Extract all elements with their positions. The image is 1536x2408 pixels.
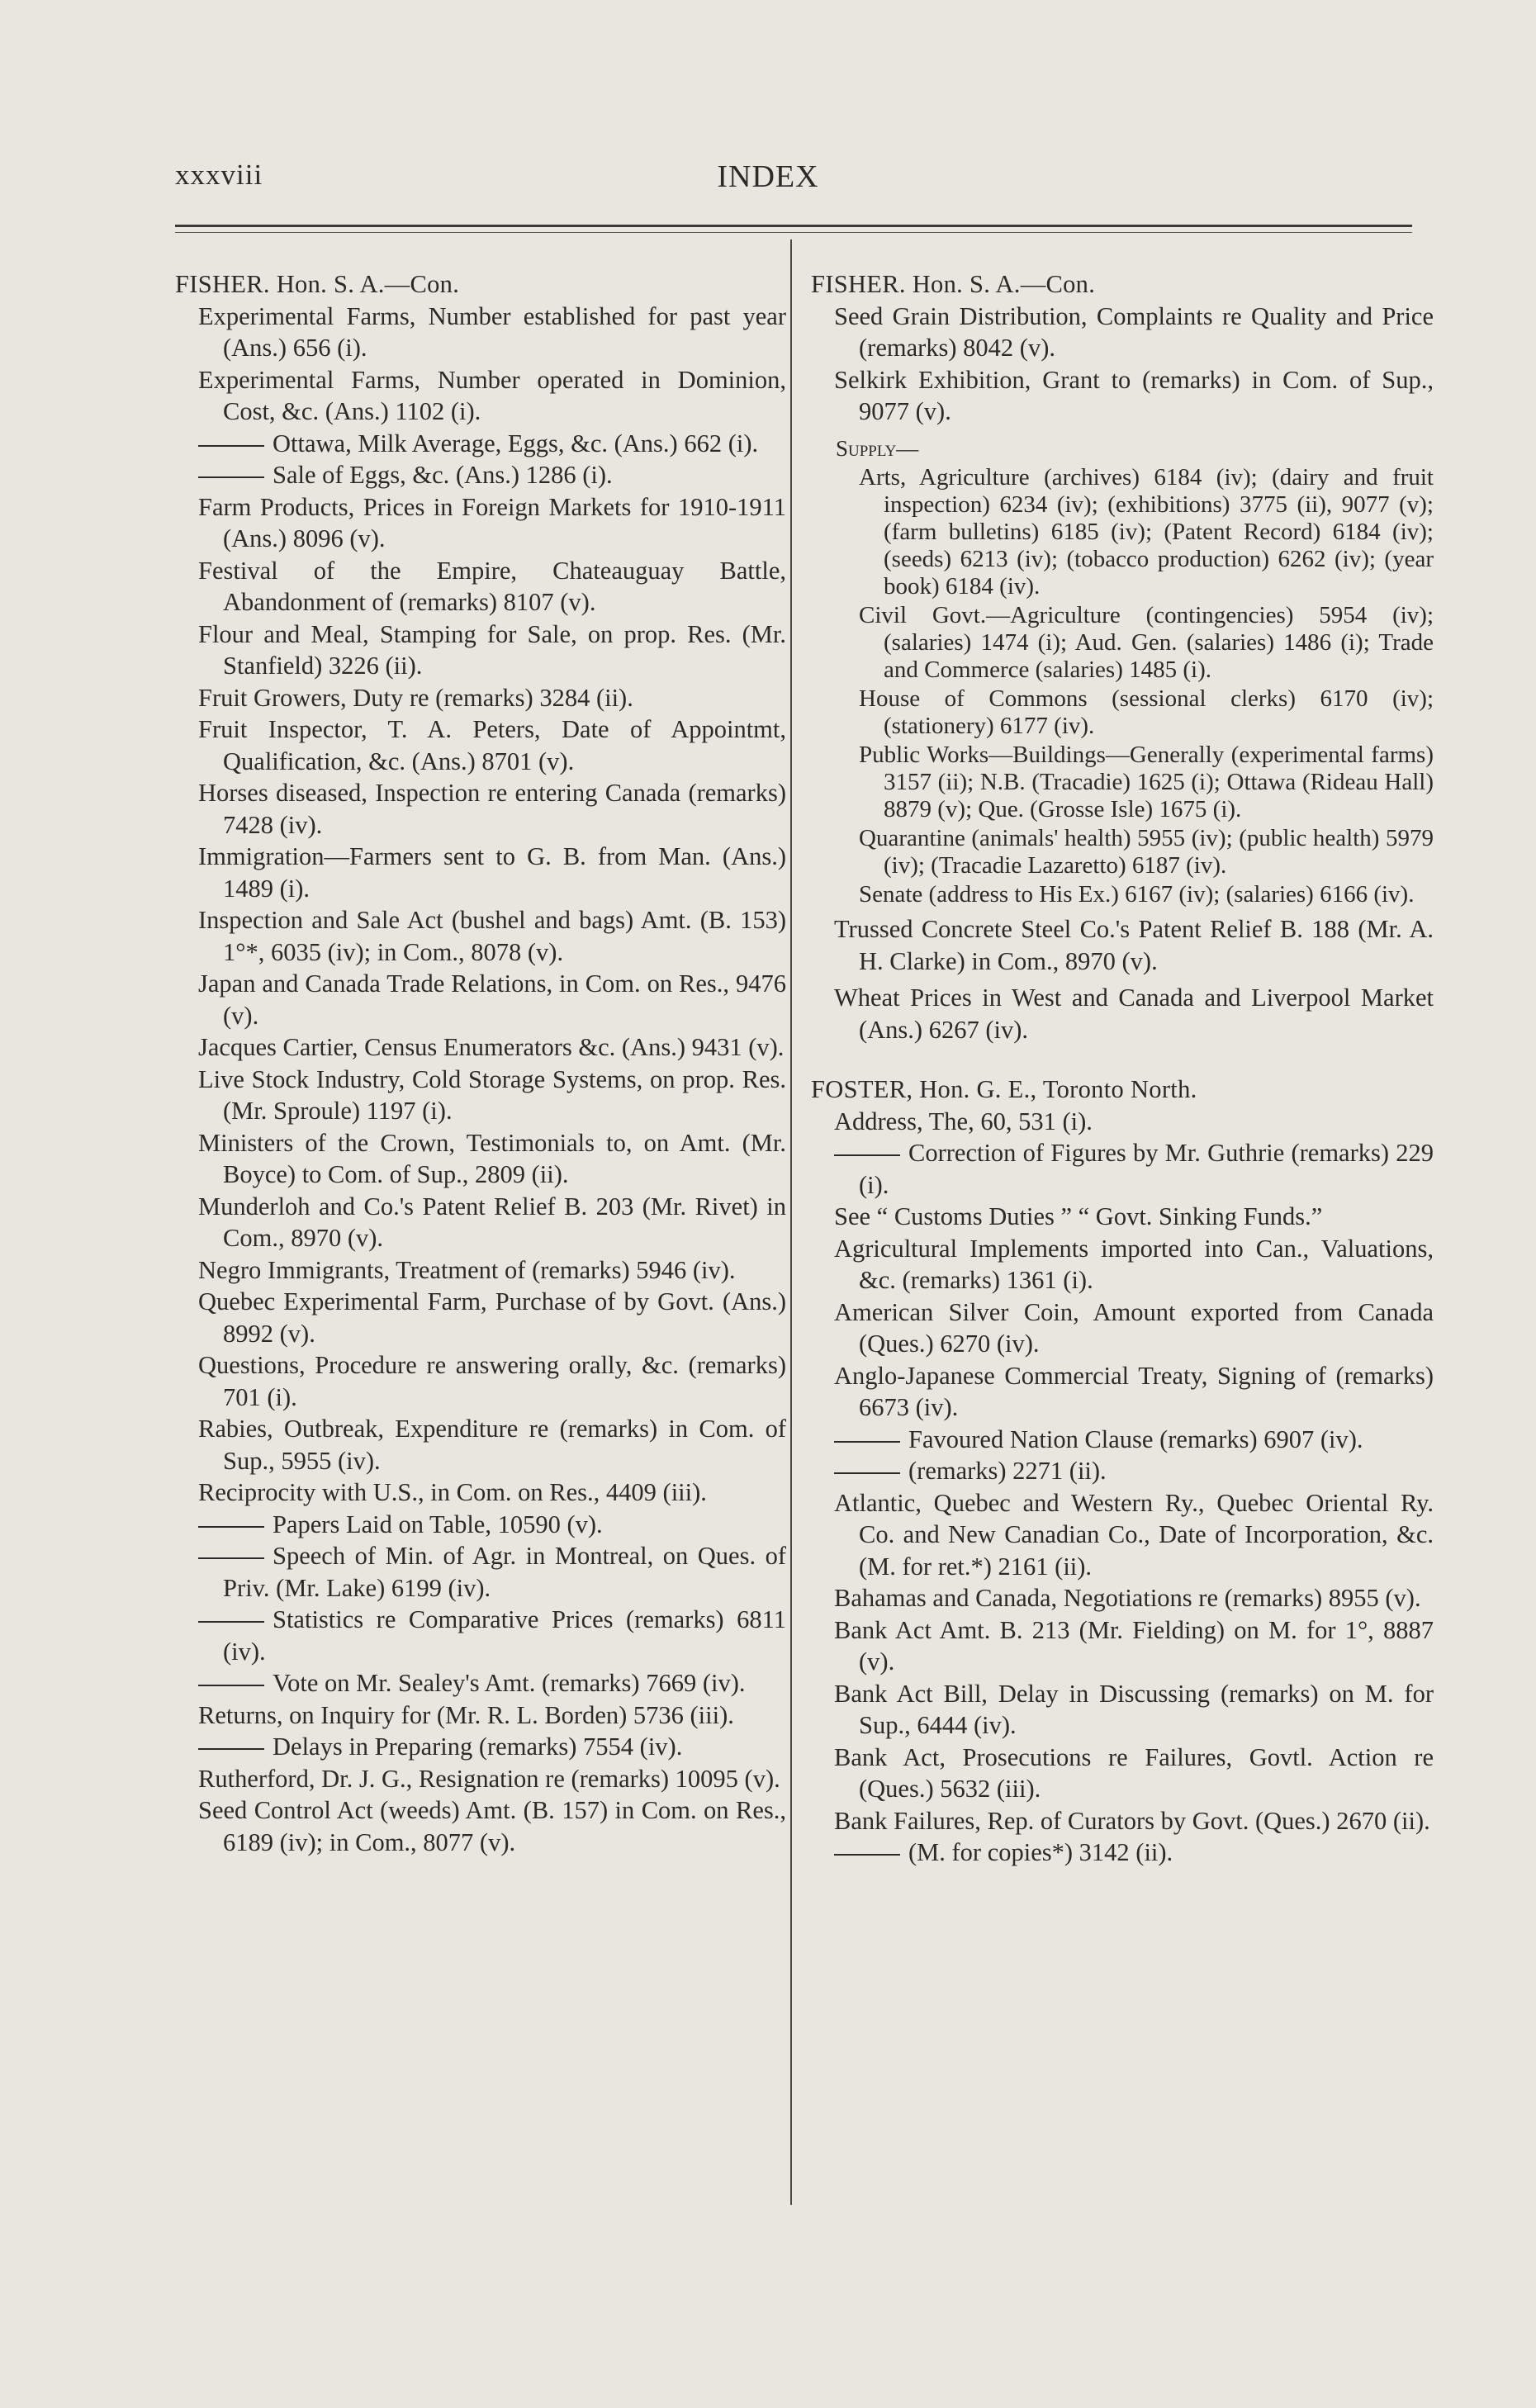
left-column xyxy=(175,268,786,1858)
index-entry xyxy=(175,1191,786,1254)
entry-text: Ministers of the Crown, Testimonials to, on Amt. (Mr. Boyce) to Com. of Sup., 2809 (ii). xyxy=(198,1128,786,1188)
entry-text: Negro Immigrants, Treatment of (remarks) 5946 (iv). xyxy=(198,1255,736,1284)
page-number: xxxviii xyxy=(175,159,263,191)
ditto-rule xyxy=(198,476,264,478)
supply-entries xyxy=(811,464,1434,908)
index-entry xyxy=(811,1837,1434,1869)
entry-text: Bank Failures, Rep. of Curators by Govt. (Ques.) 2670 (ii). xyxy=(834,1806,1430,1835)
index-entry xyxy=(811,982,1434,1045)
running-head: INDEX xyxy=(717,159,819,194)
entry-text: Rabies, Outbreak, Expenditure re (remarks) in Com. of Sup., 5955 (iv). xyxy=(198,1415,786,1475)
index-entry xyxy=(175,364,786,428)
index-entry xyxy=(175,1286,786,1349)
index-entry xyxy=(175,713,786,777)
entry-text: (M. for copies*) 3142 (ii). xyxy=(908,1838,1173,1866)
ditto-rule xyxy=(834,1441,900,1443)
index-entry xyxy=(811,913,1434,977)
index-entry xyxy=(811,1137,1434,1201)
ditto-rule xyxy=(198,1557,264,1559)
entry-text: Sale of Eggs, &c. (Ans.) 1286 (i). xyxy=(273,461,613,489)
right-entries xyxy=(811,301,1434,428)
index-entry xyxy=(175,682,786,714)
entry-text: Bank Act, Prosecutions re Failures, Govtl. Action re (Ques.) 5632 (iii). xyxy=(834,1742,1434,1803)
entry-text: Live Stock Industry, Cold Storage Systems, on prop. Res. (Mr. Sproule) 1197 (i). xyxy=(198,1064,786,1125)
entry-text: Selkirk Exhibition, Grant to (remarks) in Com. of Sup., 9077 (v). xyxy=(834,365,1434,425)
index-entry xyxy=(175,1604,786,1667)
index-heading: FISHER. Hon. S. A.—Con. xyxy=(811,270,1096,298)
entry-text: See “ Customs Duties ” “ Govt. Sinking Funds.” xyxy=(834,1202,1323,1230)
left-entries xyxy=(175,301,786,1859)
index-entry xyxy=(811,602,1434,684)
entry-text: Quebec Experimental Farm, Purchase of by Govt. (Ans.) 8992 (v). xyxy=(198,1287,786,1348)
index-entry xyxy=(811,364,1434,428)
index-entry xyxy=(811,1678,1434,1742)
ditto-rule xyxy=(198,445,264,447)
entry-text: Horses diseased, Inspection re entering Canada (remarks) 7428 (iv). xyxy=(198,779,786,839)
entry-text: Atlantic, Quebec and Western Ry., Quebec Oriental Ry. Co. and New Canadian Co., Date of Incorporation, &c. (M. for ret.*) 2161 (ii). xyxy=(834,1488,1434,1581)
index-entry xyxy=(811,881,1434,908)
entry-text: Statistics re Comparative Prices (remarks) 6811 (iv). xyxy=(223,1605,786,1666)
entry-text: Ottawa, Milk Average, Eggs, &c. (Ans.) 662 (i). xyxy=(273,429,759,457)
index-entry xyxy=(811,1805,1434,1837)
index-entry xyxy=(175,1540,786,1604)
index-entry xyxy=(175,491,786,555)
entry-text: Returns, on Inquiry for (Mr. R. L. Borden) 5736 (iii). xyxy=(198,1700,734,1729)
ditto-rule xyxy=(198,1685,264,1686)
index-entry xyxy=(175,1667,786,1699)
index-entry xyxy=(811,1582,1434,1614)
index-entry xyxy=(175,1731,786,1763)
entry-text: Papers Laid on Table, 10590 (v). xyxy=(273,1510,603,1538)
entry-text: Festival of the Empire, Chateauguay Battle, Abandonment of (remarks) 8107 (v). xyxy=(198,556,786,616)
index-entry xyxy=(811,1201,1434,1233)
entry-text: Flour and Meal, Stamping for Sale, on prop. Res. (Mr. Stanfield) 3226 (ii). xyxy=(198,619,786,680)
entry-text: Favoured Nation Clause (remarks) 6907 (iv). xyxy=(908,1424,1363,1453)
entry-text: Bank Act Amt. B. 213 (Mr. Fielding) on M. for 1°, 8887 (v). xyxy=(834,1615,1434,1676)
entry-text: Japan and Canada Trade Relations, in Com. on Res., 9476 (v). xyxy=(198,969,786,1030)
index-entry xyxy=(175,1064,786,1127)
index-entry xyxy=(811,1424,1434,1456)
index-entry xyxy=(811,742,1434,823)
entry-text: Munderloh and Co.'s Patent Relief B. 203 (Mr. Rivet) in Com., 8970 (v). xyxy=(198,1192,786,1252)
index-entry xyxy=(175,619,786,682)
index-entry xyxy=(811,464,1434,600)
ditto-rule xyxy=(198,1748,264,1750)
foster-entries xyxy=(811,1106,1434,1869)
index-entry xyxy=(175,968,786,1031)
entry-text: Correction of Figures by Mr. Guthrie (remarks) 229 (i). xyxy=(859,1139,1434,1199)
entry-text: Speech of Min. of Agr. in Montreal, on Ques. of Priv. (Mr. Lake) 6199 (iv). xyxy=(223,1542,786,1602)
index-entry xyxy=(175,1763,786,1795)
entry-text: Seed Control Act (weeds) Amt. (B. 157) in Com. on Res., 6189 (iv); in Com., 8077 (v). xyxy=(198,1796,786,1856)
entry-text: Farm Products, Prices in Foreign Markets for 1910-1911 (Ans.) 8096 (v). xyxy=(198,492,786,552)
index-entry xyxy=(811,1487,1434,1583)
entry-text: (remarks) 2271 (ii). xyxy=(908,1457,1107,1485)
index-heading: FOSTER, Hon. G. E., Toronto North. xyxy=(811,1075,1197,1103)
index-entry xyxy=(811,1106,1434,1138)
entry-text: Anglo-Japanese Commercial Treaty, Signing of (remarks) 6673 (iv). xyxy=(834,1361,1434,1421)
entry-text: Experimental Farms, Number operated in Dominion, Cost, &c. (Ans.) 1102 (i). xyxy=(198,365,786,425)
entry-text: Immigration—Farmers sent to G. B. from Man. (Ans.) 1489 (i). xyxy=(198,842,786,903)
right-column xyxy=(811,268,1434,1869)
entry-text: Vote on Mr. Sealey's Amt. (remarks) 7669 (iv). xyxy=(273,1669,746,1697)
index-entry xyxy=(175,1349,786,1413)
entry-text: Inspection and Sale Act (bushel and bags) Amt. (B. 153) 1°*, 6035 (iv); in Com., 8078 (v). xyxy=(198,906,786,966)
entry-text: Delays in Preparing (remarks) 7554 (iv). xyxy=(273,1733,683,1761)
index-entry xyxy=(175,1127,786,1191)
index-entry xyxy=(811,1360,1434,1424)
entry-text: Quarantine (animals' health) 5955 (iv); (public health) 5979 (iv); (Tracadie Lazaretto) 6187 (iv). xyxy=(859,825,1434,879)
entry-text: Rutherford, Dr. J. G., Resignation re (remarks) 10095 (v). xyxy=(198,1764,780,1793)
index-entry xyxy=(811,685,1434,740)
index-entry xyxy=(811,301,1434,364)
entry-text: Arts, Agriculture (archives) 6184 (iv); (dairy and fruit inspection) 6234 (iv); (exhibitions) 3775 (ii), 9077 (v); (farm bulletins) 6185 (iv); (Patent Record) 6184 (iv); (seeds) 6213 (iv); (tobacco production) 6262 (iv); (year book) 6184 (iv). xyxy=(859,464,1434,600)
index-entry xyxy=(175,777,786,841)
entry-text: Agricultural Implements imported into Can., Valuations, &c. (remarks) 1361 (i). xyxy=(834,1234,1434,1294)
entry-text: Reciprocity with U.S., in Com. on Res., 4409 (iii). xyxy=(198,1478,707,1506)
index-entry xyxy=(175,428,786,460)
entry-text: Fruit Growers, Duty re (remarks) 3284 (ii). xyxy=(198,683,633,712)
index-entry xyxy=(175,841,786,904)
entry-text: Fruit Inspector, T. A. Peters, Date of Appointmt, Qualification, &c. (Ans.) 8701 (v). xyxy=(198,715,786,775)
index-entry xyxy=(811,1742,1434,1805)
entry-text: Wheat Prices in West and Canada and Liverpool Market (Ans.) 6267 (iv). xyxy=(834,984,1434,1044)
entry-text: Public Works—Buildings—Generally (experimental farms) 3157 (ii); N.B. (Tracadie) 1625 (i); Ottawa (Rideau Hall) 8879 (v); Que. (Grosse Isle) 1675 (i). xyxy=(859,742,1434,822)
entry-text: Address, The, 60, 531 (i). xyxy=(834,1107,1093,1135)
index-entry xyxy=(175,459,786,491)
index-entry xyxy=(175,1509,786,1541)
index-entry xyxy=(811,825,1434,879)
ditto-rule xyxy=(834,1154,900,1156)
entry-text: Bahamas and Canada, Negotiations re (remarks) 8955 (v). xyxy=(834,1584,1421,1612)
header-rule xyxy=(175,225,1412,227)
index-entry xyxy=(175,1254,786,1287)
ditto-rule xyxy=(198,1621,264,1623)
entry-text: Civil Govt.—Agriculture (contingencies) 5954 (iv); (salaries) 1474 (i); Aud. Gen. (salaries) 1486 (i); Trade and Commerce (salaries) 1485 (i). xyxy=(859,602,1434,683)
entry-text: Bank Act Bill, Delay in Discussing (remarks) on M. for Sup., 6444 (iv). xyxy=(834,1679,1434,1739)
entry-text: Senate (address to His Ex.) 6167 (iv); (salaries) 6166 (iv). xyxy=(859,881,1415,908)
ditto-rule xyxy=(834,1472,900,1474)
header-rule-thin xyxy=(175,232,1412,233)
index-entry xyxy=(175,1413,786,1477)
index-entry xyxy=(175,904,786,968)
index-entry xyxy=(175,301,786,364)
index-entry xyxy=(811,1455,1434,1487)
entry-text: Questions, Procedure re answering orally, &c. (remarks) 701 (i). xyxy=(198,1351,786,1411)
entry-text: Experimental Farms, Number established for past year (Ans.) 656 (i). xyxy=(198,301,786,362)
entry-text: House of Commons (sessional clerks) 6170 (iv); (stationery) 6177 (iv). xyxy=(859,685,1434,739)
index-entry xyxy=(175,555,786,619)
entry-text: Seed Grain Distribution, Complaints re Quality and Price (remarks) 8042 (v). xyxy=(834,301,1434,362)
supply-label: Supply— xyxy=(836,435,919,461)
index-entry xyxy=(175,1699,786,1732)
ditto-rule xyxy=(198,1526,264,1528)
index-entry xyxy=(175,1031,786,1064)
index-entry xyxy=(175,1477,786,1509)
column-divider xyxy=(790,239,792,2205)
entry-text: Jacques Cartier, Census Enumerators &c. (Ans.) 9431 (v). xyxy=(198,1033,785,1061)
ditto-rule xyxy=(834,1854,900,1856)
right-entries xyxy=(811,913,1434,1045)
index-heading: FISHER. Hon. S. A.—Con. xyxy=(175,270,460,298)
index-entry xyxy=(811,1614,1434,1678)
index-entry xyxy=(175,1794,786,1858)
entry-text: Trussed Concrete Steel Co.'s Patent Relief B. 188 (Mr. A. H. Clarke) in Com., 8970 (v). xyxy=(834,915,1434,975)
entry-text: American Silver Coin, Amount exported from Canada (Ques.) 6270 (iv). xyxy=(834,1297,1434,1358)
index-entry xyxy=(811,1233,1434,1296)
index-entry xyxy=(811,1296,1434,1360)
